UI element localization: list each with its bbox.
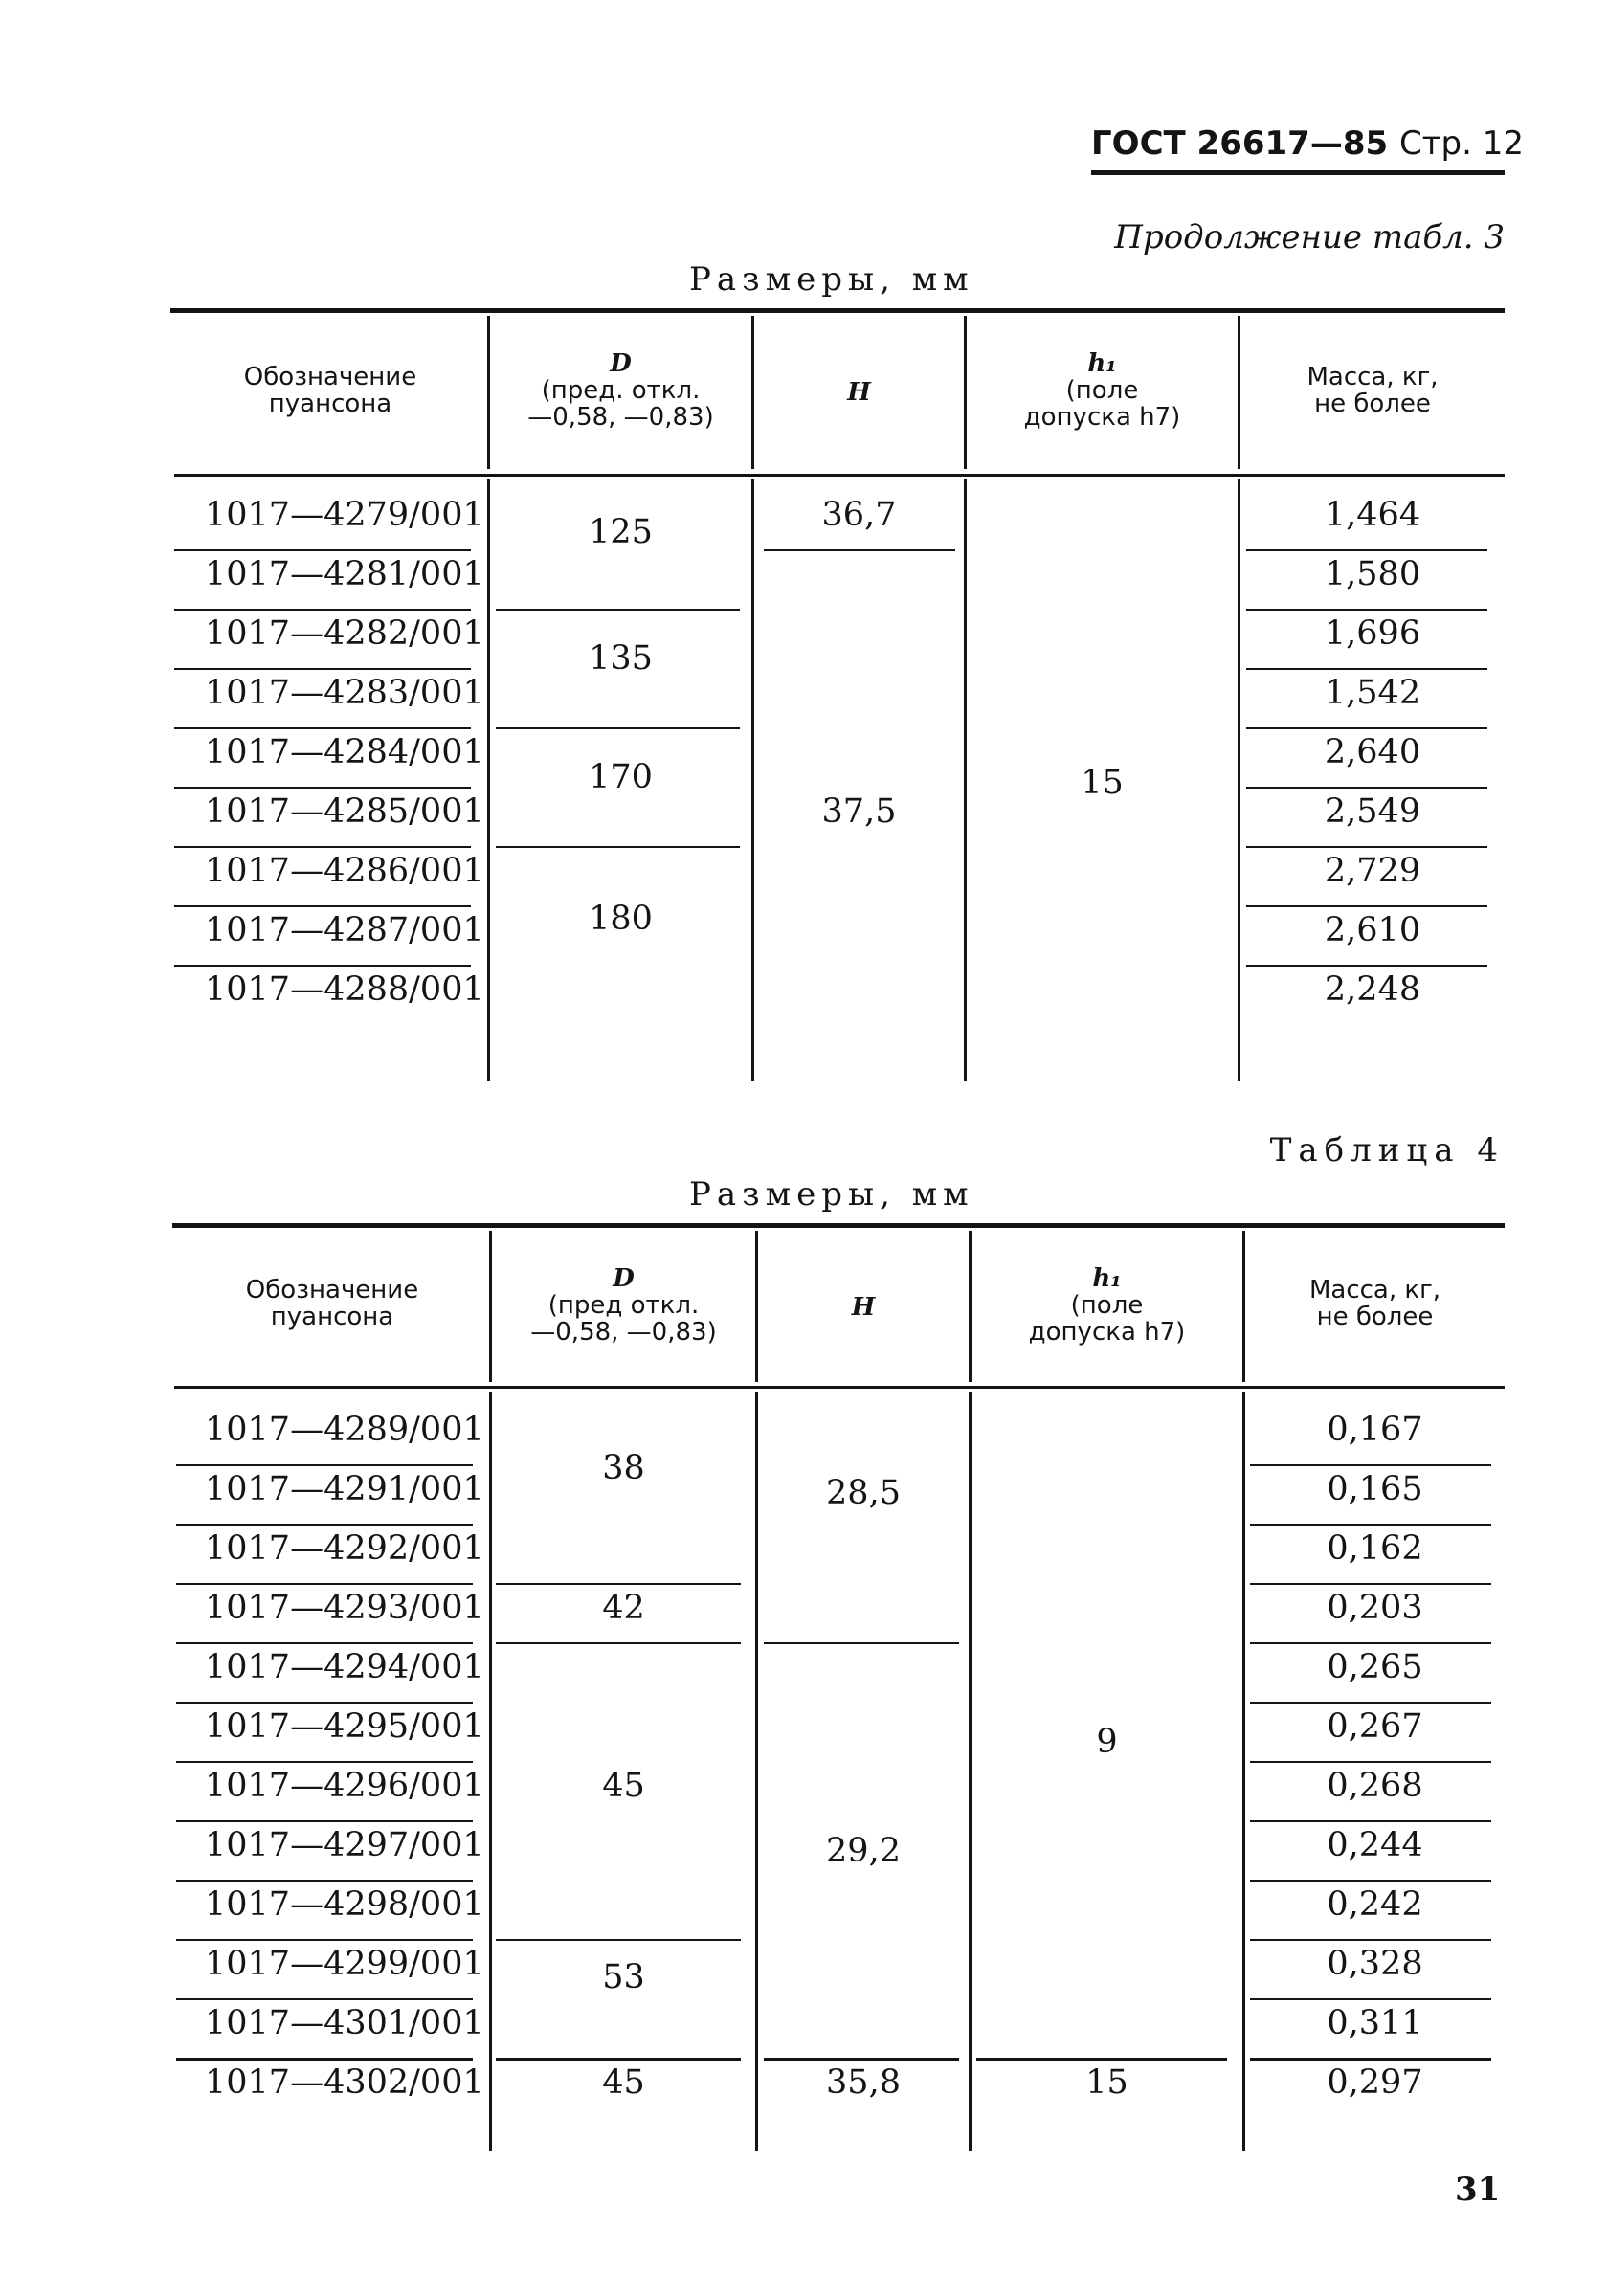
table-row-code: 1017—4288/001 (205, 970, 484, 1009)
table-row-code: 1017—4298/001 (205, 1885, 484, 1924)
table-row-mass: 0,311 (1327, 2004, 1423, 2042)
table4-header-h: H (851, 1293, 876, 1322)
table-row-code: 1017—4286/001 (205, 852, 484, 890)
table4-d-value: 38 (602, 1449, 645, 1487)
table4-d-value: 45 (602, 2063, 645, 2102)
table-row-mass: 0,203 (1327, 1589, 1423, 1627)
table-row-code: 1017—4287/001 (205, 911, 484, 949)
table3-header-h: H (847, 378, 871, 407)
table-row-code: 1017—4295/001 (205, 1707, 484, 1746)
table-row-code: 1017—4299/001 (205, 1945, 484, 1983)
table4-caption: Таблица 4 (1269, 1131, 1505, 1170)
table3-h-value: 37,5 (821, 792, 897, 831)
table-row-mass: 0,265 (1327, 1648, 1423, 1686)
table-row-mass: 0,268 (1327, 1767, 1423, 1805)
table-row-code: 1017—4281/001 (205, 555, 484, 593)
table-row-mass: 0,267 (1327, 1707, 1423, 1746)
table4-header-designation: Обозначение пуансона (245, 1276, 419, 1331)
table3-header-mass: Масса, кг, не более (1306, 363, 1439, 418)
table-row-code: 1017—4296/001 (205, 1767, 484, 1805)
table-row-mass: 1,542 (1324, 674, 1421, 712)
table-row-code: 1017—4285/001 (205, 792, 484, 831)
table-row-mass: 1,580 (1324, 555, 1421, 593)
table-row-code: 1017—4292/001 (205, 1529, 484, 1568)
table-row-code: 1017—4284/001 (205, 733, 484, 771)
table-row-mass: 2,610 (1324, 911, 1421, 949)
table-row-code: 1017—4282/001 (205, 614, 484, 653)
table-row-code: 1017—4291/001 (205, 1470, 484, 1508)
table3-caption: Продолжение табл. 3 (1114, 218, 1505, 256)
table4-d-value: 45 (602, 1767, 645, 1805)
table3-d-value: 125 (589, 513, 653, 551)
page-number: 31 (1455, 2171, 1501, 2209)
table-row-code: 1017—4283/001 (205, 674, 484, 712)
table-row-mass: 0,328 (1327, 1945, 1423, 1983)
table-row-code: 1017—4301/001 (205, 2004, 484, 2042)
table3-d-value: 135 (589, 639, 653, 678)
table3-header-designation: Обозначение пуансона (243, 363, 417, 418)
table-row-code: 1017—4302/001 (205, 2063, 484, 2102)
table3-units: Размеры, мм (689, 260, 974, 299)
table4-units: Размеры, мм (689, 1175, 974, 1214)
table3-header-h1: h₁ (поле допуска h7) (1023, 349, 1181, 432)
table4-d-value: 53 (602, 1958, 645, 1996)
table-row-code: 1017—4289/001 (205, 1411, 484, 1449)
table4-header-d: D (пред откл. —0,58, —0,83) (530, 1264, 717, 1347)
table-row-mass: 1,464 (1324, 496, 1421, 534)
table4-header-mass: Масса, кг, не более (1308, 1276, 1441, 1331)
table4-h1-value: 15 (1085, 2063, 1128, 2102)
table4-d-value: 42 (602, 1589, 645, 1627)
standard-number: ГОСТ 26617—85 (1091, 124, 1389, 163)
table4-h-value: 29,2 (826, 1832, 901, 1870)
table-row-mass: 1,696 (1324, 614, 1421, 653)
table3-h-value: 36,7 (821, 496, 897, 534)
table3-header-d: D (пред. откл. —0,58, —0,83) (527, 349, 714, 432)
table-row-code: 1017—4293/001 (205, 1589, 484, 1627)
table3-h1-value: 15 (1081, 764, 1124, 802)
table-row-code: 1017—4297/001 (205, 1826, 484, 1864)
table-row-code: 1017—4279/001 (205, 496, 484, 534)
table4-h-value: 35,8 (826, 2063, 901, 2102)
table4-header-h1: h₁ (поле допуска h7) (1028, 1264, 1186, 1347)
page-label: Стр. 12 (1399, 124, 1525, 163)
table3-d-value: 180 (589, 900, 653, 938)
table-row-mass: 0,167 (1327, 1411, 1423, 1449)
table4-h1-value: 9 (1096, 1723, 1118, 1761)
table-row-mass: 0,242 (1327, 1885, 1423, 1924)
table-row-mass: 2,549 (1324, 792, 1421, 831)
table-row-mass: 0,162 (1327, 1529, 1423, 1568)
table-row-mass: 2,640 (1324, 733, 1421, 771)
page-header (1091, 124, 1525, 175)
table3-d-value: 170 (589, 758, 653, 796)
table-row-mass: 0,165 (1327, 1470, 1423, 1508)
table4-h-value: 28,5 (826, 1474, 901, 1512)
table-row-mass: 2,729 (1324, 852, 1421, 890)
table-row-mass: 2,248 (1324, 970, 1421, 1009)
table-row-code: 1017—4294/001 (205, 1648, 484, 1686)
table-row-mass: 0,244 (1327, 1826, 1423, 1864)
table-row-mass: 0,297 (1327, 2063, 1423, 2102)
